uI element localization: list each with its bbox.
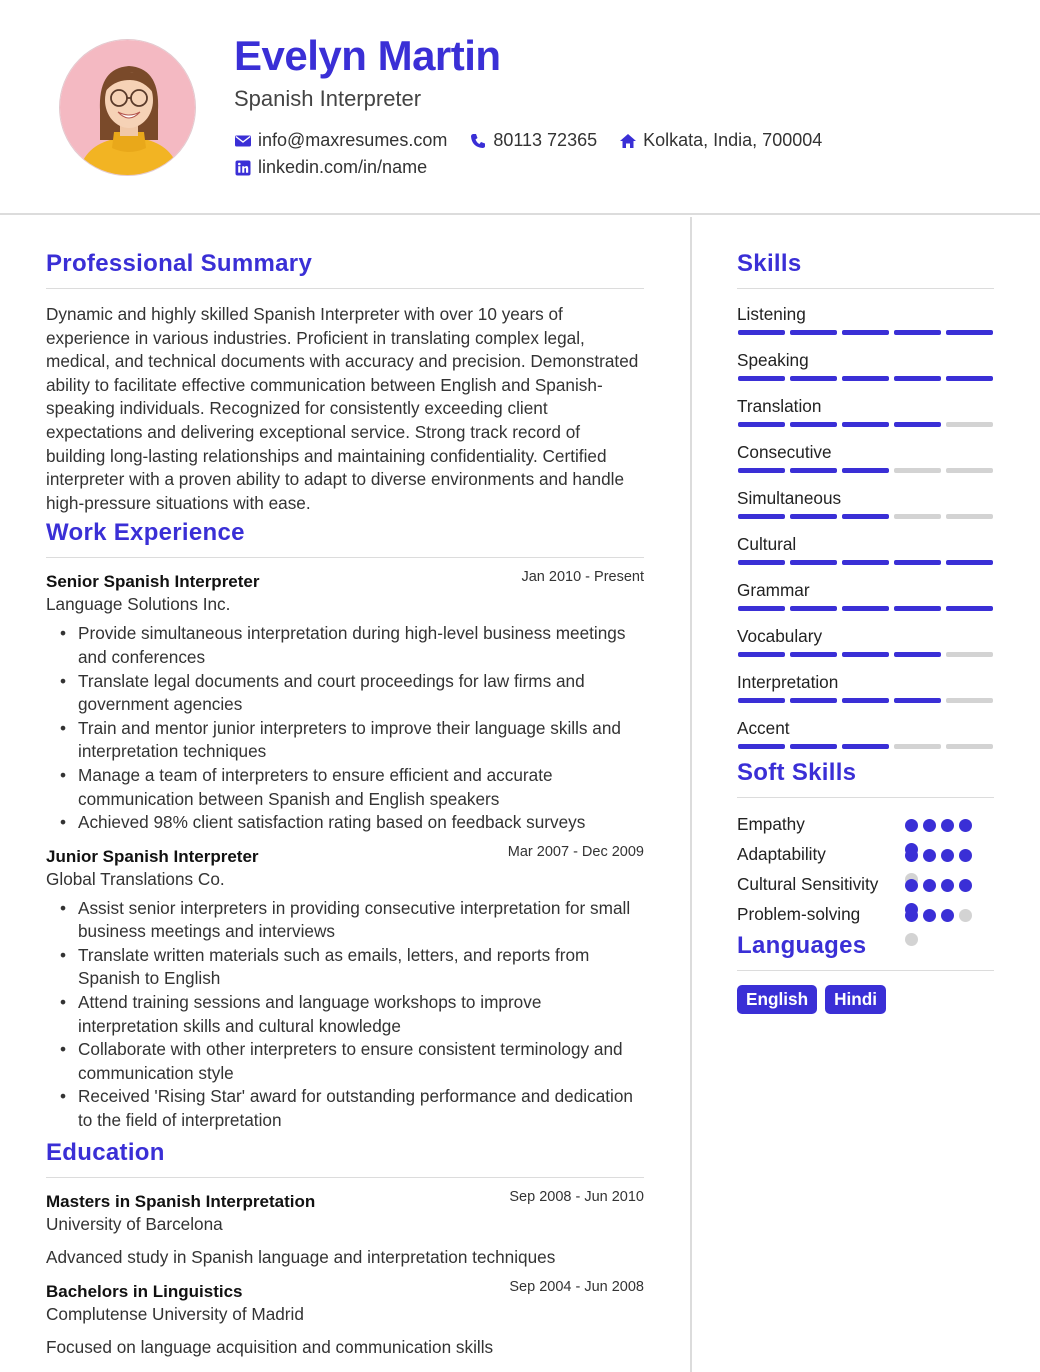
school-name: University of Barcelona (46, 1213, 223, 1234)
rating-dot (905, 819, 918, 832)
skill-item (737, 395, 994, 427)
degree-title: Bachelors in Linguistics (46, 1281, 243, 1301)
home-icon (619, 132, 637, 150)
skills-heading: Skills (737, 250, 994, 289)
skill-item (737, 349, 994, 381)
skill-level-segment (894, 330, 941, 335)
job-bullet: • Collaborate with other interpreters to ensure consistent terminology and communication style (46, 1038, 644, 1085)
education-entry (46, 1188, 644, 1268)
skill-name: Speaking (737, 350, 809, 370)
skill-level-segment (894, 376, 941, 381)
skill-level-segment (790, 422, 837, 427)
skill-level-segment (842, 560, 889, 565)
soft-skill-item (737, 902, 994, 932)
education-date: Sep 2004 - Jun 2008 (509, 1278, 644, 1295)
rating-dot (959, 909, 972, 922)
candidate-role: Spanish Interpreter (234, 86, 422, 111)
candidate-name: Evelyn Martin (234, 32, 501, 79)
skill-level-segment (842, 376, 889, 381)
contact-linkedin[interactable] (234, 157, 427, 178)
rating-dot (905, 909, 918, 922)
skill-level-segment (946, 330, 993, 335)
skill-level-bar (737, 698, 994, 703)
job-bullet: • Achieved 98% client satisfaction rating based on feedback surveys (46, 811, 644, 835)
job-bullets (46, 622, 644, 834)
experience-heading: Work Experience (46, 519, 644, 558)
soft-skill-name: Cultural Sensitivity (737, 874, 879, 894)
skill-item (737, 625, 994, 657)
skill-level-bar (737, 606, 994, 611)
skill-name: Accent (737, 718, 790, 738)
skill-item (737, 671, 994, 703)
skill-level-segment (738, 606, 785, 611)
rating-dot (923, 819, 936, 832)
phone-text: 80113 72365 (493, 130, 598, 150)
job-bullet: • Received 'Rising Star' award for outstanding performance and dedication to the field of interpretation (46, 1085, 644, 1132)
soft-skill-item (737, 872, 994, 902)
skill-name: Consecutive (737, 442, 832, 462)
envelope-icon (234, 132, 252, 150)
job-date: Jan 2010 - Present (521, 569, 644, 586)
contact-row (234, 157, 449, 178)
skill-level-segment (790, 330, 837, 335)
skill-level-segment (894, 560, 941, 565)
skill-level-segment (842, 606, 889, 611)
skill-level-segment (738, 376, 785, 381)
skill-level-bar (737, 652, 994, 657)
skill-level-segment (738, 330, 785, 335)
education-heading: Education (46, 1139, 644, 1178)
skill-level-bar (737, 422, 994, 427)
phone-icon (469, 132, 487, 150)
rating-dot (959, 819, 972, 832)
skill-level-bar (737, 560, 994, 565)
education-date: Sep 2008 - Jun 2010 (509, 1188, 644, 1205)
degree-title: Masters in Spanish Interpretation (46, 1191, 316, 1211)
skill-level-segment (894, 468, 941, 473)
skill-level-segment (946, 376, 993, 381)
contact-address (619, 130, 822, 151)
rating-dot (941, 909, 954, 922)
rating-dot (941, 879, 954, 892)
skill-level-segment (894, 652, 941, 657)
education-entry (46, 1278, 644, 1358)
job-title: Senior Spanish Interpreter (46, 572, 260, 592)
column-divider (690, 217, 692, 1372)
skill-name: Translation (737, 396, 822, 416)
skill-level-segment (738, 468, 785, 473)
skill-level-segment (738, 560, 785, 565)
skill-level-segment (946, 698, 993, 703)
rating-dot (941, 849, 954, 862)
linkedin-icon (234, 159, 252, 177)
job-bullet: • Manage a team of interpreters to ensure efficient and accurate communication between Spanish and English speakers (46, 764, 644, 811)
contact-row (234, 130, 844, 151)
skill-level-bar (737, 514, 994, 519)
soft-skills-heading: Soft Skills (737, 759, 994, 798)
profile-photo (60, 40, 196, 176)
skill-level-segment (842, 652, 889, 657)
skill-level-bar (737, 330, 994, 335)
skills-list (737, 303, 994, 749)
job-date: Mar 2007 - Dec 2009 (507, 843, 644, 860)
skill-item (737, 487, 994, 519)
job-bullet: • Train and mentor junior interpreters to improve their language skills and interpretation techniques (46, 717, 644, 764)
soft-skill-rating (905, 909, 981, 957)
skill-level-segment (842, 468, 889, 473)
language-badge: Hindi (825, 985, 886, 1014)
skill-level-segment (790, 468, 837, 473)
skill-level-segment (946, 652, 993, 657)
rating-dot (959, 879, 972, 892)
skill-level-segment (790, 698, 837, 703)
education-desc: Advanced study in Spanish language and interpretation techniques (46, 1246, 556, 1267)
skill-level-segment (738, 652, 785, 657)
skill-level-segment (894, 606, 941, 611)
languages-list (737, 985, 994, 1014)
rating-dot (923, 849, 936, 862)
avatar (59, 39, 196, 176)
soft-skill-name: Problem-solving (737, 904, 861, 924)
summary-text: Dynamic and highly skilled Spanish Interpreter with over 10 years of experience in various industries. Proficient in translating complex legal, medical, and technical documents with accuracy and precision. Demonstrated ability to facilitate effective communication between English and Spanish-speaking individuals. Recognized for consistently exceeding client expectations and delivering exceptional service. Strong track record of building long-lasting relationships and maintaining confidentiality. Certified interpreter with a proven ability to adapt to diverse environments and handle high-pressure situations with ease. (46, 304, 639, 513)
skill-level-segment (894, 422, 941, 427)
skill-item (737, 717, 994, 749)
skill-level-segment (738, 744, 785, 749)
skill-level-segment (946, 468, 993, 473)
skill-item (737, 533, 994, 565)
skill-level-segment (894, 744, 941, 749)
skill-level-segment (946, 514, 993, 519)
skill-name: Interpretation (737, 672, 839, 692)
rating-dot (959, 849, 972, 862)
skill-level-segment (738, 422, 785, 427)
skill-name: Vocabulary (737, 626, 823, 646)
skill-name: Simultaneous (737, 488, 842, 508)
job-bullet: • Assist senior interpreters in providing consecutive interpretation for small business meetings and interviews (46, 897, 644, 944)
job-bullet: • Translate written materials such as emails, letters, and reports from Spanish to English (46, 944, 644, 991)
job-bullet: • Translate legal documents and court proceedings for law firms and government agencies (46, 670, 644, 717)
soft-skill-name: Adaptability (737, 844, 826, 864)
job-company: Language Solutions Inc. (46, 594, 231, 615)
summary-heading: Professional Summary (46, 250, 644, 289)
soft-skill-name: Empathy (737, 814, 805, 834)
skill-level-segment (790, 652, 837, 657)
skill-level-segment (842, 330, 889, 335)
soft-skill-item (737, 812, 994, 842)
contact-email[interactable] (234, 130, 447, 151)
rating-dot (905, 879, 918, 892)
skill-level-segment (790, 560, 837, 565)
skill-level-segment (946, 744, 993, 749)
email-text: info@maxresumes.com (258, 130, 448, 150)
skill-level-segment (842, 422, 889, 427)
skill-level-segment (790, 744, 837, 749)
skill-level-segment (842, 698, 889, 703)
skill-level-bar (737, 376, 994, 381)
rating-dot (941, 819, 954, 832)
skill-level-segment (894, 698, 941, 703)
skill-level-segment (738, 698, 785, 703)
language-badge: English (737, 985, 817, 1014)
skill-level-segment (842, 744, 889, 749)
school-name: Complutense University of Madrid (46, 1303, 304, 1324)
skill-level-segment (946, 560, 993, 565)
skill-item (737, 579, 994, 611)
skill-level-segment (946, 422, 993, 427)
rating-dot (905, 849, 918, 862)
skill-level-bar (737, 744, 994, 749)
main-column (46, 250, 644, 1368)
resume-header (0, 0, 1040, 215)
skill-level-segment (790, 376, 837, 381)
job-bullet: • Attend training sessions and language workshops to improve interpretation skills and cultural knowledge (46, 991, 644, 1038)
skill-name: Cultural (737, 534, 797, 554)
job-company: Global Translations Co. (46, 868, 225, 889)
address-text: Kolkata, India, 700004 (643, 130, 823, 150)
rating-dot (905, 933, 918, 946)
education-desc: Focused on language acquisition and communication skills (46, 1336, 494, 1357)
soft-skill-item (737, 842, 994, 872)
languages-heading: Languages (737, 932, 994, 971)
skill-level-segment (738, 514, 785, 519)
skill-level-segment (790, 606, 837, 611)
job-bullet: • Provide simultaneous interpretation during high-level business meetings and conferences (46, 622, 644, 669)
skill-level-segment (842, 514, 889, 519)
skill-name: Listening (737, 304, 806, 324)
side-column (737, 250, 994, 1014)
skill-item (737, 303, 994, 335)
job-entry (46, 843, 644, 1133)
job-title: Junior Spanish Interpreter (46, 846, 259, 866)
rating-dot (923, 909, 936, 922)
skill-level-segment (790, 514, 837, 519)
skill-level-segment (894, 514, 941, 519)
job-bullets (46, 897, 644, 1133)
skill-level-bar (737, 468, 994, 473)
skill-level-segment (946, 606, 993, 611)
soft-skills-list (737, 812, 994, 932)
job-entry (46, 569, 644, 834)
linkedin-text: linkedin.com/in/name (258, 157, 428, 177)
rating-dot (923, 879, 936, 892)
skill-name: Grammar (737, 580, 810, 600)
contact-phone[interactable] (469, 130, 597, 151)
skill-item (737, 441, 994, 473)
